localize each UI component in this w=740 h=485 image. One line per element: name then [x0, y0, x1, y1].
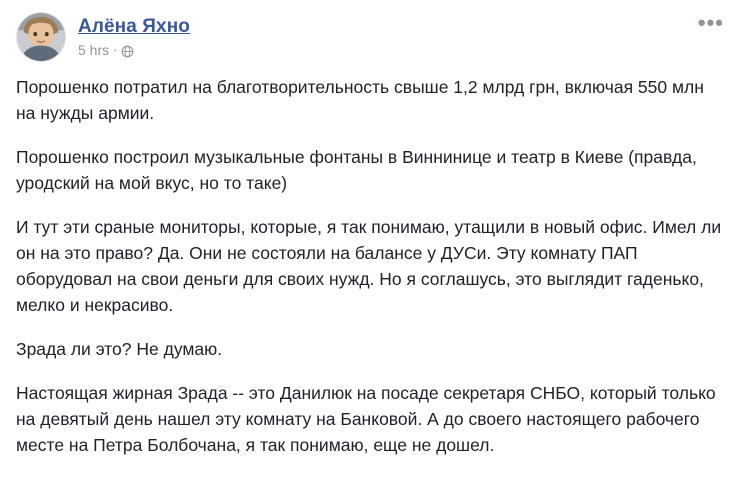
globe-icon[interactable] — [121, 45, 134, 58]
post-body — [16, 68, 724, 458]
avatar[interactable] — [16, 12, 66, 62]
post-meta — [78, 42, 190, 58]
post-header — [16, 10, 724, 68]
post-header-text — [78, 12, 190, 58]
post-options-button[interactable]: ••• — [697, 10, 724, 35]
post-paragraph: И тут эти сраные мониторы, которые, я так понимаю, утащили в новый офис. Имел ли он на это право? Да. Они не состояли на балансе у ДУСи. Эту комнату ПАП оборудовал на свои деньги для своих нужд. Но я соглашусь, это выглядит гаденько, мелко и некрасиво. — [16, 217, 726, 315]
post-timestamp[interactable]: 5 hrs — [78, 42, 110, 58]
post-paragraph: Порошенко построил музыкальные фонтаны в Виннинице и театр в Киеве (правда, уродский на мой вкус, но то таке) — [16, 147, 702, 193]
post-paragraph: Настоящая жирная Зрада -- это Данилюк на посаде секретаря СНБО, который только на девятый день нашел эту комнату на Банковой. А до своего настоящего рабочего месте на Петра Болбочана, я так понимаю, еще не дошел. — [16, 383, 721, 455]
author-name[interactable]: Алёна Яхно — [78, 16, 190, 37]
post-paragraph: Зрада ли это? Не думаю. — [16, 339, 223, 359]
post-paragraph: Порошенко потратил на благотворительность свыше 1,2 млрд грн, включая 550 млн на нужды армии. — [16, 77, 709, 123]
meta-separator: · — [113, 42, 118, 57]
